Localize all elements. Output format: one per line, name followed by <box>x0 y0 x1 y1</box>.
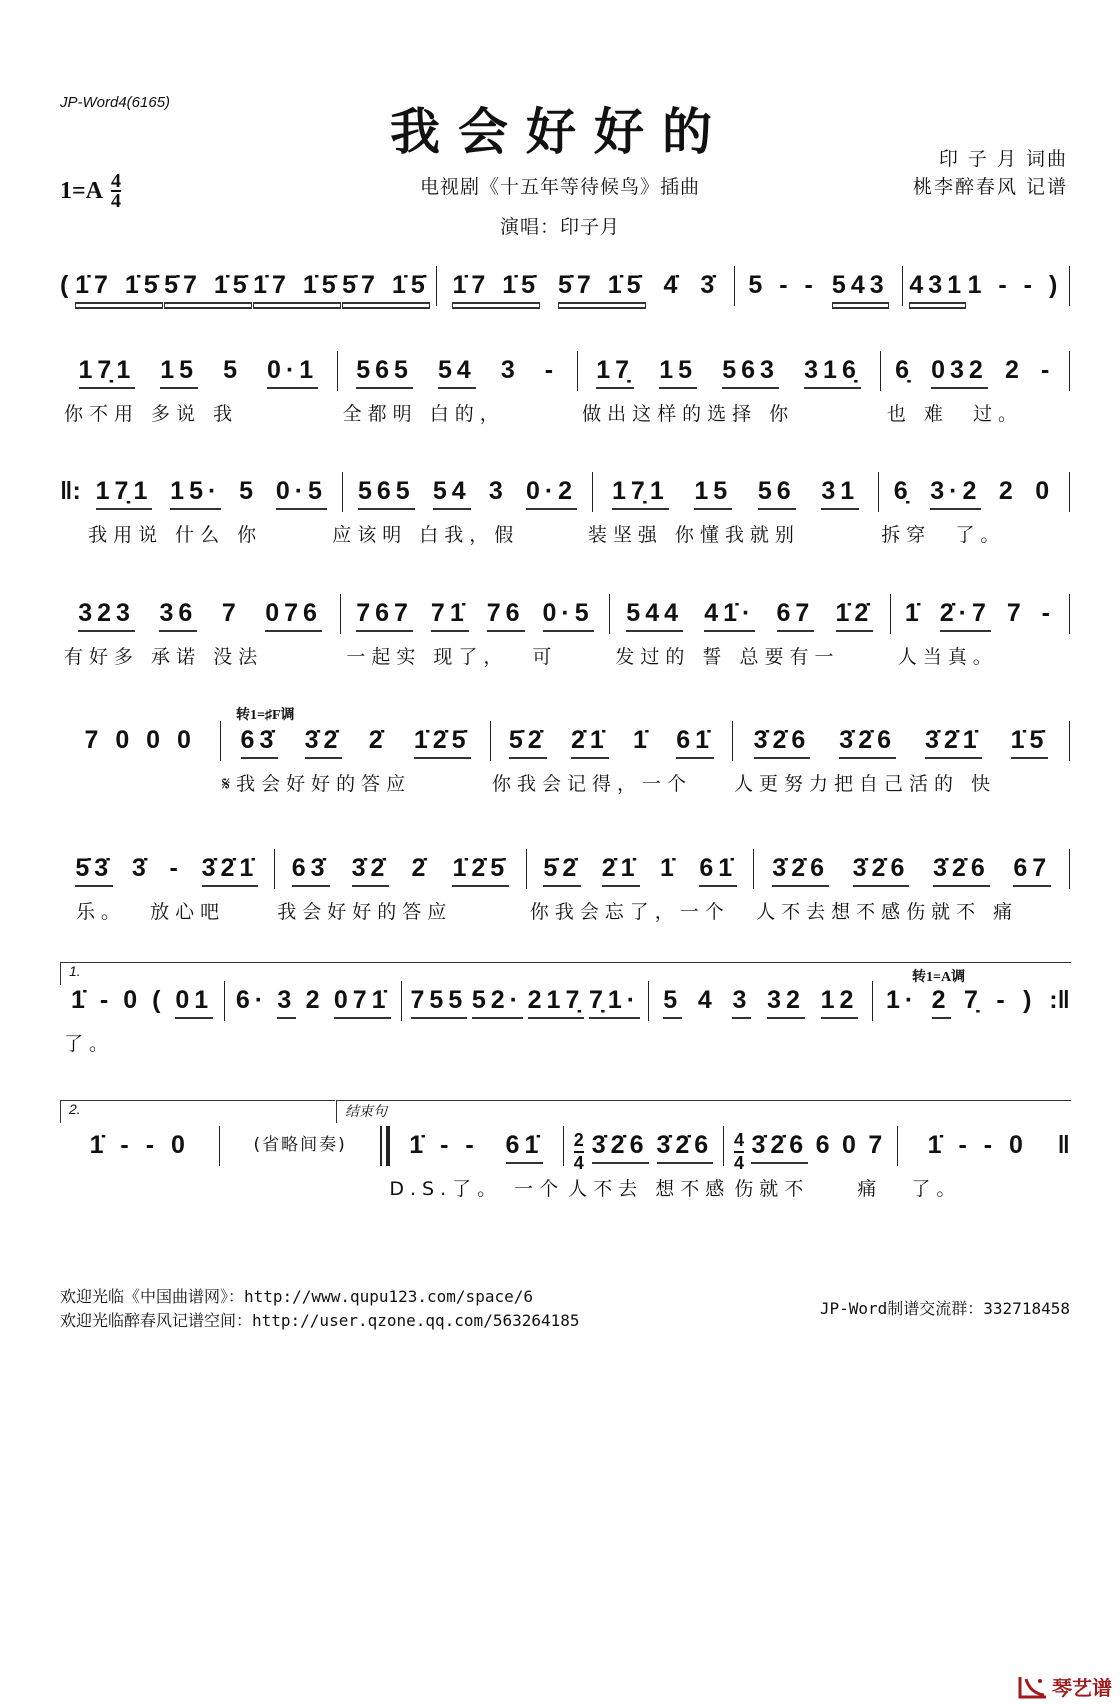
score-row <box>60 725 1070 765</box>
note-group: 52· <box>472 985 523 1019</box>
key-change-a: 转1=A调 <box>912 970 966 985</box>
lyric-segment: 装坚强 你懂我就别 <box>587 524 800 546</box>
note-group: 12 <box>821 985 859 1019</box>
transcriber: 桃李醉春风 记谱 <box>912 176 1068 198</box>
lyric-segment <box>227 1029 406 1056</box>
score-row <box>60 598 1070 638</box>
note-group: 3̇2̇ <box>305 725 343 759</box>
measure <box>341 598 608 638</box>
note-group: - <box>169 854 183 882</box>
note-group: 0·1 <box>267 355 318 389</box>
note-group: 2̇ <box>368 726 388 754</box>
note-group: 3 <box>488 477 508 505</box>
note-group: 5 <box>663 985 682 1019</box>
note-group: 15· <box>170 476 221 510</box>
score-row <box>60 270 1070 310</box>
measure <box>221 725 489 765</box>
barline <box>1069 472 1070 512</box>
barline <box>1069 351 1070 391</box>
lyric-segment: 你我会忘了，一个 <box>529 901 730 923</box>
lyric-segment: 有好多 承诺 没法 <box>64 646 264 668</box>
note-group: 01 <box>175 985 213 1019</box>
note-group: 3̇2̇6 <box>751 1130 808 1164</box>
lyrics-row <box>60 399 1070 426</box>
note-group: 41̇· <box>704 598 755 632</box>
logo-text: 琴艺谱 <box>1052 1676 1112 1700</box>
note-group: 6̣ <box>893 477 913 505</box>
lyric-segment: 了。 <box>911 1178 962 1200</box>
footer-link-qupu[interactable]: 欢迎光临《中国曲谱网》：http://www.qupu123.com/space/6 <box>60 1287 533 1306</box>
note-group: 1̇ - - 0 <box>927 1131 1028 1159</box>
note-group: 17̣ <box>596 355 634 389</box>
lyric-segment <box>60 1174 223 1201</box>
note-group: 1̇5̇ <box>1011 725 1049 759</box>
note-group: 6̣ <box>895 356 914 384</box>
lyric-segment: 伤就不 痛 <box>734 1178 883 1200</box>
note-group: 3̇ <box>700 271 720 299</box>
note-group: 3̇2̇6 <box>754 725 811 759</box>
note-group: 544 <box>626 598 683 632</box>
row-end-symbol: ‖ <box>1057 1131 1070 1159</box>
note-group: 2 <box>305 986 325 1014</box>
ending-bracket <box>336 1100 1071 1123</box>
lyrics-row <box>60 520 1070 547</box>
note-group: 3̇2̇6 <box>933 853 990 887</box>
note-group: 1· <box>885 986 919 1014</box>
volta-1 <box>60 962 1071 985</box>
measure <box>225 985 401 1025</box>
row-lead-symbol: ( <box>60 271 69 299</box>
note-group: 61̇ <box>676 725 714 759</box>
note-group: 0 <box>842 1131 861 1159</box>
note-group: 3̇ <box>131 854 151 882</box>
lyric-segment: 做出这样的选择 你 <box>582 403 795 425</box>
note-group: 1̇ - - 0 <box>89 1131 190 1159</box>
barline <box>1069 721 1070 761</box>
footer-link-qzone[interactable]: 欢迎光临醉春风记谱空间：http://user.qzone.qq.com/563264185 <box>60 1311 580 1330</box>
note-group: (省略间奏) <box>253 1135 347 1155</box>
note-group: 1̇7 1̇5̇ <box>75 270 163 304</box>
note-group: 2̇1̇ <box>571 725 609 759</box>
measure <box>724 1130 897 1173</box>
note-group: 7 <box>868 1131 888 1159</box>
note-group: - <box>996 986 1010 1014</box>
volta-2 <box>60 1100 335 1123</box>
note-group: 1̇ - - <box>409 1131 479 1159</box>
barline <box>1069 849 1070 889</box>
lyric-segment: 人更努力把自己活的 快 <box>734 773 997 795</box>
lyric-segment: 拆穿 了。 <box>881 524 1006 546</box>
measure <box>903 270 1069 310</box>
lyric-segment: 一起实 现了， 可 <box>346 646 558 668</box>
lyric-segment: 人不去 想不感 <box>568 1178 731 1200</box>
software-label: JP-Word4(6165) <box>60 94 171 111</box>
measure <box>60 985 224 1025</box>
measure <box>343 476 592 516</box>
note-group: 3̇2̇1̇ <box>202 853 259 887</box>
note-group: 565 <box>358 476 415 510</box>
note-group: 17̣1 <box>79 355 136 389</box>
note-group: 1̇ <box>904 599 924 627</box>
time-bottom: 4 <box>573 1153 584 1173</box>
note-group: 3̇2̇6 <box>657 1130 714 1164</box>
ending-label: 结束句 <box>345 1103 387 1119</box>
measure <box>873 985 1049 1025</box>
time-top: 4 <box>111 170 122 192</box>
measure <box>879 476 1069 516</box>
measure <box>593 476 878 516</box>
lyric-segment: 人不去想不感伤就不 痛 <box>756 901 1019 923</box>
note-group: 63̇ <box>241 725 279 759</box>
note-group: 2 <box>932 985 951 1019</box>
time-top: 2 <box>574 1130 584 1153</box>
note-group: 3̇2̇6 <box>839 725 896 759</box>
note-group: 7̣ <box>964 986 983 1014</box>
note-group: - <box>544 356 559 384</box>
note-group: 5̇3̇ <box>75 853 113 887</box>
note-group: - <box>99 986 114 1014</box>
note-group: 076 <box>265 598 322 632</box>
row-lead-symbol: ‖: <box>60 477 81 505</box>
note-group: 1̇7 1̇5̇ <box>452 270 540 304</box>
note-group: - <box>1041 599 1055 627</box>
lyric-segment: 乐。 放心吧 <box>64 901 226 923</box>
lyricist-composer: 印 子 月 词曲 <box>938 148 1068 170</box>
measure <box>60 355 337 395</box>
measure <box>437 270 734 310</box>
note-group: 15 <box>659 355 697 389</box>
time-signature-change <box>734 1130 744 1174</box>
note-group: 17̣1 <box>612 476 669 510</box>
lyric-segment: 我会好好的答应 <box>277 901 453 923</box>
note-group: 1̇2̇5̇ <box>414 725 471 759</box>
note-group: 2̇1̇ <box>602 853 640 887</box>
note-group: 17̣1 <box>96 476 153 510</box>
volta-1-label: 1. <box>69 963 81 979</box>
note-group: 4 <box>697 986 717 1014</box>
lyric-segment: 了。 <box>64 1033 115 1055</box>
note-group: 3̇2̇1̇ <box>925 725 982 759</box>
lyric-segment: 应该明 白我，假 <box>332 524 520 546</box>
lyrics-row <box>60 642 1070 669</box>
note-group: 3̇2̇6 <box>853 853 910 887</box>
note-group: 3̇2̇ <box>352 853 390 887</box>
note-group: 5 - - <box>748 271 818 299</box>
lyric-segment: 𝄋我会好好的答应 <box>222 773 412 795</box>
note-group: 431 <box>909 270 966 304</box>
note-group: 71̇ <box>431 598 469 632</box>
note-group: 563 <box>722 355 779 389</box>
site-logo <box>1018 1672 1112 1701</box>
note-group: 0·2 <box>526 476 577 510</box>
note-group: 6· <box>235 986 269 1014</box>
score-row <box>60 985 1070 1025</box>
measure <box>649 985 872 1025</box>
note-group: 15 <box>694 476 732 510</box>
note-group: 5̇7 1̇5̇ <box>342 270 430 304</box>
note-group: 071̇ <box>334 985 391 1019</box>
note-group: 1̇2̇5̇ <box>452 853 509 887</box>
time-bottom: 4 <box>111 190 122 212</box>
note-group: 31 <box>821 476 859 510</box>
key-label: 1=A <box>60 177 104 204</box>
score-row <box>60 1130 1070 1173</box>
note-group: ) <box>1023 986 1037 1014</box>
note-group: 3̇2̇6 <box>592 1130 649 1164</box>
measure <box>754 853 1069 893</box>
key-change-fsharp: 转1=♯F调 <box>236 708 295 723</box>
note-group: 32 <box>767 985 805 1019</box>
measure <box>891 598 1069 638</box>
lyric-segment <box>891 1029 1070 1056</box>
note-group: 217̣ <box>528 985 585 1019</box>
measure <box>275 853 527 893</box>
note-group: 15 <box>160 355 198 389</box>
footer-group: JP-Word制谱交流群：332718458 <box>819 1299 1070 1318</box>
measure <box>338 355 577 395</box>
note-group: 5̇2̇ <box>543 853 581 887</box>
measure <box>68 270 436 310</box>
measure <box>220 1130 379 1170</box>
note-group: 67 <box>777 598 815 632</box>
lyric-segment: D.S.了。 一个 <box>389 1178 565 1200</box>
note-group: 5̇2̇ <box>509 725 547 759</box>
note-group: 4̇ <box>663 271 683 299</box>
logo-icon <box>1018 1675 1048 1699</box>
singer: 演唱：印子月 <box>499 216 620 238</box>
note-group: 1 - - ) <box>967 271 1063 299</box>
note-group: 3 <box>732 985 751 1019</box>
volta-2-label: 2. <box>69 1101 81 1117</box>
note-group: 54 <box>438 355 476 389</box>
note-group: 755 <box>411 985 468 1019</box>
note-group: 543 <box>832 270 889 304</box>
time-signature-change <box>574 1130 584 1174</box>
note-group: 61̇ <box>699 853 737 887</box>
note-group: 2̇ <box>411 854 431 882</box>
note-group: 7 0 0 0 <box>84 726 196 754</box>
note-group: 7 <box>1006 599 1026 627</box>
measure <box>564 1130 723 1173</box>
barline <box>1069 266 1070 306</box>
note-group: 3̇2̇6 <box>772 853 829 887</box>
barline <box>1069 594 1070 634</box>
lyric-segment <box>223 1174 386 1201</box>
lyrics-row <box>60 1174 1070 1201</box>
measure <box>60 725 220 765</box>
note-group: 5 <box>223 356 243 384</box>
note-group: 3 <box>500 356 520 384</box>
note-group: 316̣ <box>804 355 861 389</box>
lyric-segment: 人当真。 <box>897 646 998 668</box>
note-group: 0 <box>123 986 143 1014</box>
note-group: 61̇ <box>506 1130 544 1164</box>
note-group: 1̇ <box>70 986 90 1014</box>
lyric-segment: 你不用 多说 我 <box>64 403 239 425</box>
note-group: 6 <box>815 1131 835 1159</box>
note-group: 1̇ <box>633 726 652 754</box>
lyric-segment: 也 难 过。 <box>886 403 1024 425</box>
lyrics-row <box>60 1029 1070 1056</box>
row-end-symbol: :‖ <box>1049 986 1070 1014</box>
note-group: 0 <box>1035 477 1055 505</box>
note-group: 7 <box>221 599 241 627</box>
lyric-segment <box>406 1029 661 1056</box>
note-group: 1̇2̇ <box>836 598 874 632</box>
note-group: 0·5 <box>543 598 594 632</box>
note-group: 2 <box>998 477 1018 505</box>
measure <box>60 598 340 638</box>
song-title: 我会好好的 <box>390 102 730 161</box>
note-group: 565 <box>356 355 413 389</box>
note-group: 5̇7 1̇5̇ <box>558 270 646 304</box>
lyrics-row <box>60 897 1070 924</box>
note-group: 1̇7 1̇5̇ <box>253 270 341 304</box>
note-group: 3 <box>277 985 296 1019</box>
lyric-segment: 发过的 誓 总要有一 <box>615 646 840 668</box>
lyrics-row <box>60 769 1070 796</box>
note-group: 63̇ <box>292 853 330 887</box>
measure <box>81 476 342 516</box>
note-group: - <box>1041 356 1055 384</box>
measure <box>578 355 880 395</box>
barline <box>380 1126 390 1166</box>
note-group: 7̣1· <box>589 985 640 1019</box>
measure <box>733 725 1069 765</box>
footer-links <box>60 1285 580 1333</box>
subtitle: 电视剧《十五年等待候鸟》插曲 <box>419 176 700 198</box>
measure <box>881 355 1069 395</box>
note-group: 032 <box>931 355 988 389</box>
score-row <box>60 355 1070 395</box>
lyric-segment: 全都明 白的， <box>342 403 505 425</box>
lyric-segment: 你我会记得，一个 <box>492 773 693 795</box>
note-group: 3·2 <box>930 476 981 510</box>
note-group: 67 <box>1013 853 1051 887</box>
measure <box>402 985 648 1025</box>
note-group: 1̇ <box>660 854 679 882</box>
score-row <box>60 853 1070 893</box>
measure <box>491 725 732 765</box>
measure <box>390 1130 563 1170</box>
note-group: 5 <box>239 477 259 505</box>
note-group: 56 <box>758 476 796 510</box>
measure <box>898 1130 1057 1170</box>
measure <box>735 270 901 310</box>
note-group: 2̇·7 <box>940 598 991 632</box>
time-top: 4 <box>734 1130 744 1153</box>
measure <box>610 598 890 638</box>
note-group: 5̇7 1̇5̇ <box>164 270 252 304</box>
time-bottom: 4 <box>733 1153 744 1173</box>
lyric-segment <box>661 1029 891 1056</box>
note-group: 0·5 <box>276 476 327 510</box>
measure <box>60 1130 219 1170</box>
note-group: 36 <box>159 598 197 632</box>
measure <box>527 853 753 893</box>
lyric-segment: 我用说 什么 你 <box>64 524 263 546</box>
score-row <box>60 476 1070 516</box>
measure <box>60 853 274 893</box>
note-group: 323 <box>78 598 135 632</box>
note-group: 54 <box>433 476 471 510</box>
note-group: ( <box>152 986 166 1014</box>
lyric-segment <box>60 769 218 796</box>
note-group: 76 <box>487 598 525 632</box>
note-group: 2 <box>1004 356 1024 384</box>
note-group: 767 <box>356 598 413 632</box>
